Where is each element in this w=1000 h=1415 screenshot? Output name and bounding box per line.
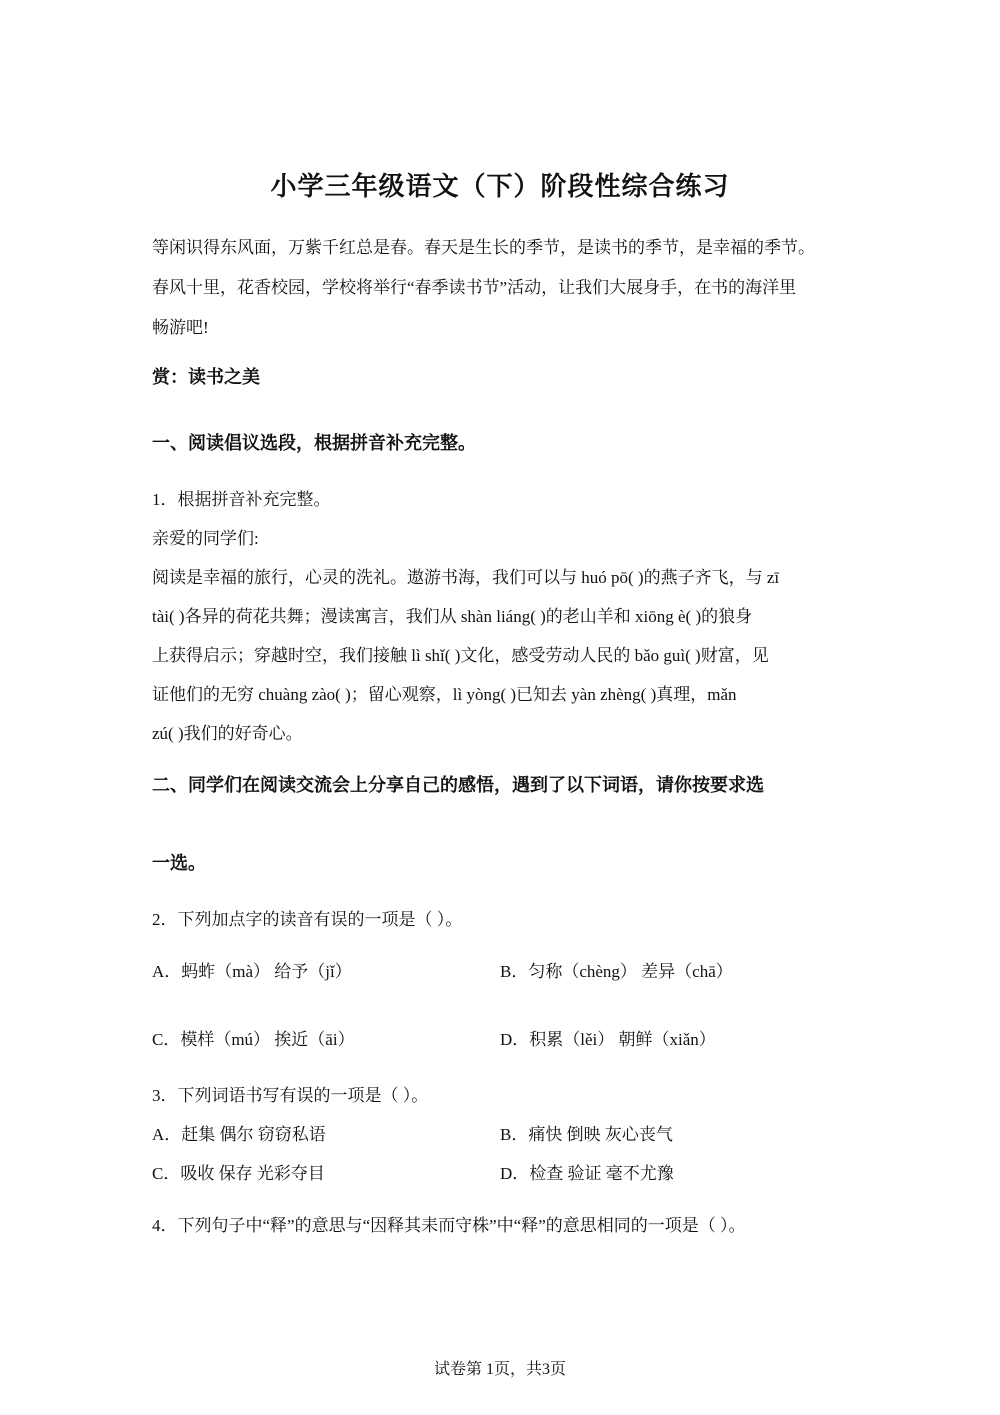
part2-heading-line-1: 二、同学们在阅读交流会上分享自己的感悟，遇到了以下词语，请你按要求选 xyxy=(152,775,764,795)
question-1-stem: 1．根据拼音补充完整。 xyxy=(152,490,331,509)
section-title: 赏：读书之美 xyxy=(152,367,260,387)
question-3-option-a: A．赶集 偶尔 窃窃私语 xyxy=(152,1125,326,1144)
passage-line-5: zú( )我们的好奇心。 xyxy=(152,724,303,743)
question-3-option-b: B．痛快 倒映 灰心丧气 xyxy=(500,1125,673,1144)
passage-line-3: 上获得启示；穿越时空，我们接触 lì shǐ( )文化，感受劳动人民的 bǎo guì( )财富，见 xyxy=(152,646,769,665)
passage-line-2: tài( )各异的荷花共舞；漫读寓言，我们从 shàn liáng( )的老山羊和 xiōng è( )的狼身 xyxy=(152,607,753,626)
question-2-stem: 2．下列加点字的读音有误的一项是（ ）。 xyxy=(152,910,463,929)
question-3-stem: 3．下列词语书写有误的一项是（ ）。 xyxy=(152,1086,429,1105)
question-3-option-d: D．检查 验证 毫不尤豫 xyxy=(500,1164,674,1183)
question-4-stem: 4．下列句子中“释”的意思与“因释其耒而守株”中“释”的意思相同的一项是（ ）。 xyxy=(152,1216,746,1235)
question-2-option-d: D．积累（lěi） 朝鲜（xiǎn） xyxy=(500,1030,716,1049)
passage-line-1: 阅读是幸福的旅行，心灵的洗礼。遨游书海，我们可以与 huó pō( )的燕子齐飞，与 zī xyxy=(152,568,780,587)
intro-line-3: 畅游吧! xyxy=(152,318,209,337)
question-2-option-b: B．匀称（chèng） 差异（chā） xyxy=(500,962,733,981)
page-footer: 试卷第 1页，共3页 xyxy=(433,1361,566,1378)
question-3-option-c: C．吸收 保存 光彩夺目 xyxy=(152,1164,325,1183)
question-2-option-c: C．模样（mú） 挨近（āi） xyxy=(152,1030,355,1049)
part1-heading: 一、阅读倡议选段，根据拼音补充完整。 xyxy=(152,433,476,453)
intro-line-1: 等闲识得东风面，万紫千红总是春。春天是生长的季节，是读书的季节，是幸福的季节。 xyxy=(152,238,815,257)
page-title: 小学三年级语文（下）阶段性综合练习 xyxy=(270,172,730,201)
greeting: 亲爱的同学们: xyxy=(152,529,259,548)
question-2-option-a: A．蚂蚱（mà） 给予（jǐ） xyxy=(152,962,352,981)
part2-heading-line-2: 一选。 xyxy=(152,853,206,873)
intro-line-2: 春风十里，花香校园，学校将举行“春季读书节”活动，让我们大展身手，在书的海洋里 xyxy=(152,278,797,297)
passage-line-4: 证他们的无穷 chuàng zào( )；留心观察，lì yòng( )已知去 yàn zhèng( )真理，mǎn xyxy=(152,685,737,704)
